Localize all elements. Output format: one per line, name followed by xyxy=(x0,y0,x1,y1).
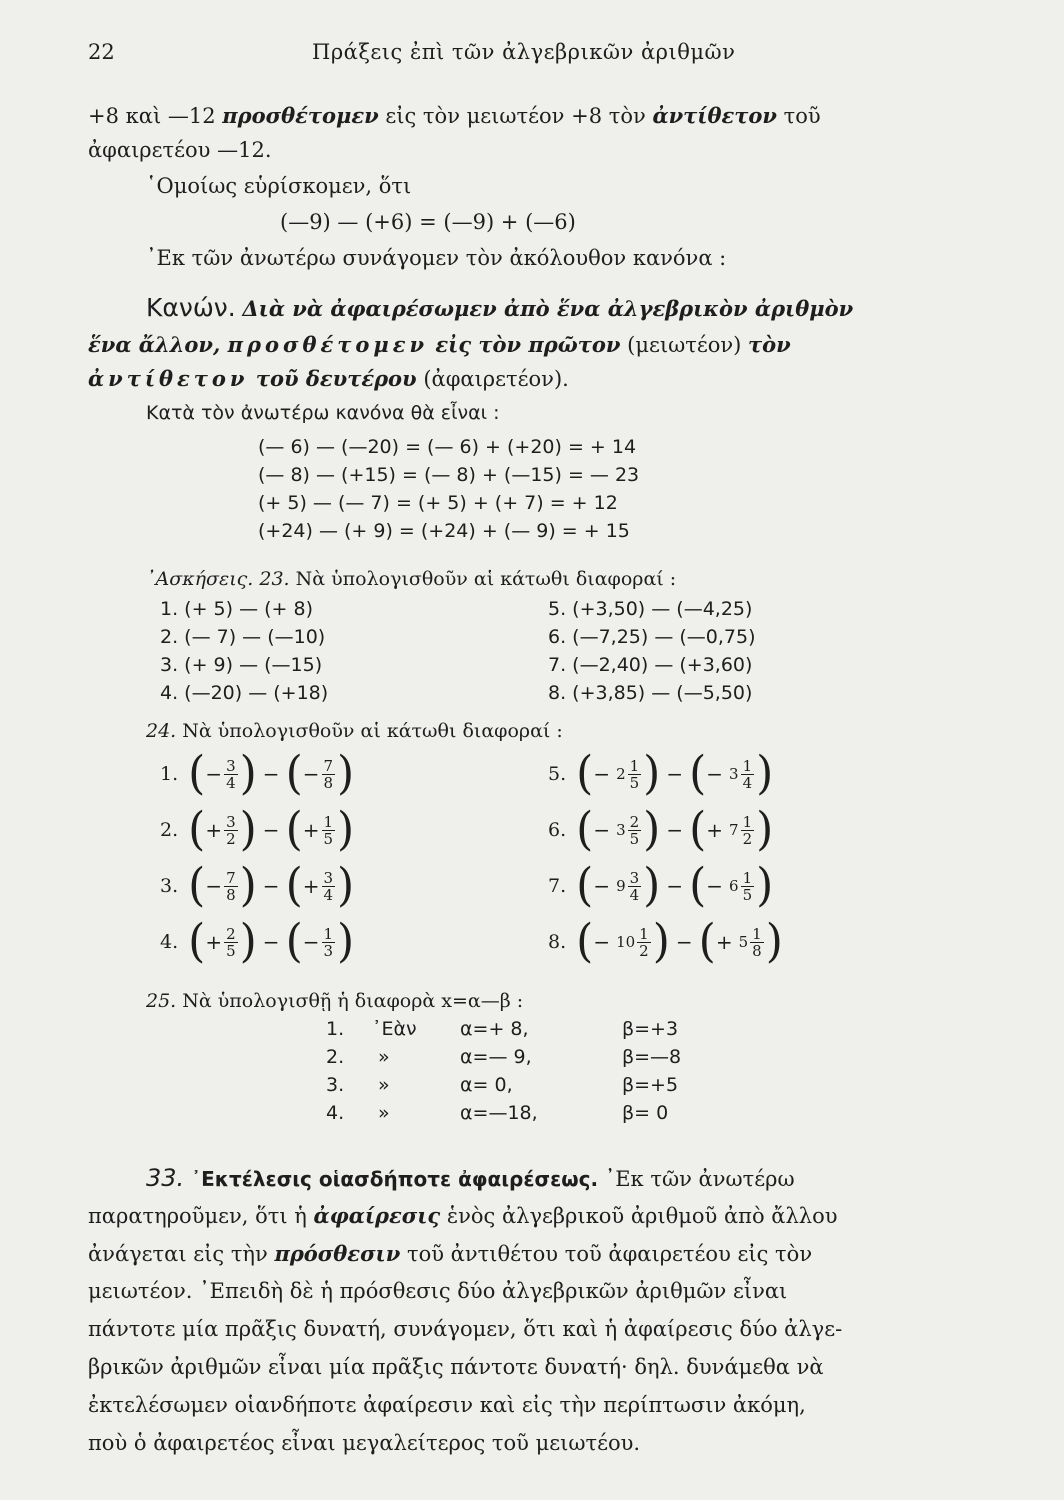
denominator: 3 xyxy=(323,941,334,960)
rule-text-spaced: προσθέτομεν xyxy=(227,332,429,357)
whole-part: 5 xyxy=(738,933,749,951)
denominator: 4 xyxy=(629,885,640,904)
paren: ( xyxy=(576,914,594,969)
exercise-label: ᾿Ασκήσεις. 23. xyxy=(146,568,290,590)
paren: ( xyxy=(188,858,206,913)
whole-part: 7 xyxy=(729,821,739,839)
item-number: 2. xyxy=(160,819,179,841)
fraction xyxy=(750,926,764,959)
paren: ) xyxy=(239,914,257,969)
fraction xyxy=(741,814,755,847)
text-span: (ἀφαιρετέον). xyxy=(416,367,569,391)
numerator: 1 xyxy=(323,924,334,943)
section-title: ᾿Εκτέλεσις οἱασδήποτε ἀφαιρέσεως. xyxy=(184,1167,599,1191)
exercise-23-item: 6. (—7,25) — (—0,75) xyxy=(548,626,756,648)
text-span: Νὰ ὑπολογισθοῦν αἱ κάτωθι διαφοραί : xyxy=(176,720,563,742)
sign: + xyxy=(205,818,223,842)
intro-line-5: ᾿Εκ τῶν ἀνωτέρω συνάγομεν τὸν ἀκόλουθον κανόνα : xyxy=(146,246,727,270)
paren: ) xyxy=(337,858,355,913)
rule-text: Διὰ νὰ ἀφαιρέσωμεν ἀπὸ ἕνα ἀλγεβρικὸν ἀριθμὸν xyxy=(242,296,854,321)
denominator: 5 xyxy=(323,829,334,848)
numerator: 1 xyxy=(742,756,753,775)
emphasis-text: προσθέτομεν xyxy=(222,103,379,128)
exercise-label: 24. xyxy=(146,720,177,742)
fraction-exercise xyxy=(548,802,774,857)
whole-part: 3 xyxy=(616,821,626,839)
fraction xyxy=(628,870,642,903)
text-span: +8 καὶ —12 xyxy=(88,104,223,128)
section-33-line-1 xyxy=(146,1164,795,1192)
text-span: ἀνάγεται εἰς τὴν xyxy=(88,1242,275,1266)
minus-operator: − xyxy=(262,874,280,898)
fraction xyxy=(637,926,651,959)
paren: ( xyxy=(576,802,594,857)
example-line-4: (+24) — (+ 9) = (+24) + (— 9) = + 15 xyxy=(258,520,630,542)
rule-line-3 xyxy=(88,366,569,391)
paren: ( xyxy=(285,746,303,801)
denominator: 5 xyxy=(742,885,753,904)
text-span: εἰς τὸν μειωτέον +8 τὸν xyxy=(378,104,653,128)
numerator: 1 xyxy=(639,924,649,943)
minus-operator: − xyxy=(666,818,684,842)
ex25-row-cond: » xyxy=(378,1074,390,1096)
ex25-row-b: β=—8 xyxy=(622,1046,682,1068)
section-33-line-4: μειωτέον. ᾿Επειδὴ δὲ ἡ πρόσθεσις δύο ἀλγεβρικῶν ἀριθμῶν εἶναι xyxy=(88,1279,788,1303)
paren: ) xyxy=(756,746,774,801)
example-line-1: (— 6) — (—20) = (— 6) + (+20) = + 14 xyxy=(258,436,637,458)
denominator: 5 xyxy=(226,941,236,960)
section-33-line-3 xyxy=(88,1241,812,1266)
paren: ) xyxy=(756,858,774,913)
whole-part: 9 xyxy=(616,877,626,895)
denominator: 4 xyxy=(742,773,753,792)
paren: ) xyxy=(652,914,670,969)
sign: − xyxy=(302,762,320,786)
item-number: 7. xyxy=(548,875,567,897)
numerator: 3 xyxy=(629,868,640,887)
fraction xyxy=(224,814,238,847)
fraction-exercise xyxy=(160,802,355,857)
intro-line-1 xyxy=(88,103,821,128)
sign: − xyxy=(593,762,611,786)
paren: ) xyxy=(337,914,355,969)
numerator: 1 xyxy=(742,812,753,831)
fraction-exercise xyxy=(160,914,355,969)
denominator: 2 xyxy=(742,829,753,848)
fraction-exercise xyxy=(548,858,774,913)
rule-text-spaced: ἀντίθετον xyxy=(88,366,249,391)
sign: − xyxy=(706,874,724,898)
exercise-23-item: 1. (+ 5) — (+ 8) xyxy=(160,598,313,620)
numerator: 1 xyxy=(742,868,753,887)
fraction xyxy=(322,870,336,903)
ex25-row-a: α=— 9, xyxy=(460,1046,532,1068)
paren: ( xyxy=(188,914,206,969)
denominator: 5 xyxy=(629,773,640,792)
fraction xyxy=(741,870,755,903)
section-33-line-7: ἐκτελέσωμεν οἱανδήποτε ἀφαίρεσιν καὶ εἰς τὴν περίπτωσιν ἀκόμη, xyxy=(88,1393,806,1417)
sign: − xyxy=(205,874,223,898)
example-line-2: (— 8) — (+15) = (— 8) + (—15) = — 23 xyxy=(258,464,640,486)
fraction xyxy=(628,814,642,847)
paren: ) xyxy=(239,858,257,913)
item-number: 8. xyxy=(548,931,567,953)
section-33-line-8: ποὺ ὁ ἀφαιρετέος εἶναι μεγαλείτερος τοῦ μειωτέου. xyxy=(88,1431,641,1455)
ex25-row-cond: » xyxy=(378,1102,390,1124)
numerator: 1 xyxy=(323,812,334,831)
rule-text: εἰς τὸν πρῶτον xyxy=(428,332,621,357)
paren: ) xyxy=(239,746,257,801)
minus-operator: − xyxy=(666,762,684,786)
ex25-row-a: α= 0, xyxy=(460,1074,513,1096)
ex25-row-b: β= 0 xyxy=(622,1102,669,1124)
minus-operator: − xyxy=(262,762,280,786)
denominator: 8 xyxy=(752,941,762,960)
whole-part: 10 xyxy=(616,933,636,951)
fraction xyxy=(322,926,336,959)
fraction xyxy=(322,758,336,791)
emphasis-text: ἀφαίρεσις xyxy=(313,1203,441,1228)
exercise-23-item: 5. (+3,50) — (—4,25) xyxy=(548,598,753,620)
paren: ) xyxy=(756,802,774,857)
section-33-line-2 xyxy=(88,1203,838,1228)
emphasis-text: πρόσθεσιν xyxy=(274,1241,401,1266)
numerator: 7 xyxy=(323,756,334,775)
example-line-3: (+ 5) — (— 7) = (+ 5) + (+ 7) = + 12 xyxy=(258,492,618,514)
paren: ( xyxy=(188,746,206,801)
exercise-23-item: 4. (—20) — (+18) xyxy=(160,682,329,704)
rule-line-1 xyxy=(146,293,853,322)
rule-label: Κανών. xyxy=(146,293,236,322)
paren: ( xyxy=(698,914,716,969)
section-33-line-5: πάντοτε μία πρᾶξις δυνατή, συνάγομεν, ὅτι καὶ ἡ ἀφαίρεσις δύο ἀλγε- xyxy=(88,1317,843,1341)
sign: − xyxy=(593,874,611,898)
paren: ( xyxy=(689,802,707,857)
paren: ) xyxy=(643,746,661,801)
denominator: 8 xyxy=(323,773,334,792)
fraction xyxy=(224,926,238,959)
denominator: 8 xyxy=(226,885,236,904)
page-number: 22 xyxy=(88,40,115,64)
exercise-label: 25. xyxy=(146,990,177,1012)
numerator: 1 xyxy=(629,756,640,775)
ex25-row-cond: ᾿Εὰν xyxy=(372,1018,417,1040)
sign: − xyxy=(205,762,223,786)
ex25-row-no: 1. xyxy=(326,1018,345,1040)
paren: ( xyxy=(285,914,303,969)
whole-part: 6 xyxy=(729,877,739,895)
numerator: 3 xyxy=(226,812,236,831)
numerator: 2 xyxy=(226,924,236,943)
paren: ( xyxy=(689,746,707,801)
sign: + xyxy=(302,818,320,842)
paren: ( xyxy=(285,858,303,913)
item-number: 5. xyxy=(548,763,567,785)
emphasis-text: ἀντίθετον xyxy=(652,103,777,128)
item-number: 6. xyxy=(548,819,567,841)
examples-intro: Κατὰ τὸν ἀνωτέρω κανόνα θὰ εἶναι : xyxy=(146,402,500,424)
text-span: παρατηροῦμεν, ὅτι ἡ xyxy=(88,1204,314,1228)
intro-equation: (—9) — (+6) = (—9) + (—6) xyxy=(280,210,576,234)
sign: + xyxy=(205,930,223,954)
paren: ) xyxy=(239,802,257,857)
sign: + xyxy=(715,930,733,954)
running-header: Πράξεις ἐπὶ τῶν ἀλγεβρικῶν ἀριθμῶν xyxy=(312,40,736,64)
exercise-25-heading xyxy=(146,990,523,1012)
paren: ( xyxy=(285,802,303,857)
numerator: 7 xyxy=(226,868,236,887)
denominator: 2 xyxy=(226,829,236,848)
exercise-23-item: 8. (+3,85) — (—5,50) xyxy=(548,682,753,704)
section-number: 33. xyxy=(146,1164,185,1192)
intro-line-2: ἀφαιρετέου —12. xyxy=(88,138,272,162)
denominator: 4 xyxy=(323,885,334,904)
fraction-exercise xyxy=(548,914,783,969)
denominator: 4 xyxy=(226,773,236,792)
item-number: 4. xyxy=(160,931,179,953)
fraction xyxy=(741,758,755,791)
sign: − xyxy=(706,762,724,786)
sign: − xyxy=(593,930,611,954)
section-33-line-6: βρικῶν ἀριθμῶν εἶναι μία πρᾶξις πάντοτε δυνατή· δηλ. δυνάμεθα νὰ xyxy=(88,1355,824,1379)
fraction xyxy=(322,814,336,847)
text-span: ᾿Εκ τῶν ἀνωτέρω xyxy=(598,1167,795,1191)
paren: ( xyxy=(576,746,594,801)
ex25-row-cond: » xyxy=(378,1046,390,1068)
text-span: Νὰ ὑπολογισθοῦν αἱ κάτωθι διαφοραί : xyxy=(289,568,677,590)
ex25-row-no: 3. xyxy=(326,1074,345,1096)
paren: ( xyxy=(689,858,707,913)
paren: ) xyxy=(337,802,355,857)
exercise-23-item: 7. (—2,40) — (+3,60) xyxy=(548,654,753,676)
exercise-23-heading xyxy=(146,568,676,590)
item-number: 1. xyxy=(160,763,179,785)
exercise-24-heading xyxy=(146,720,563,742)
fraction-exercise xyxy=(160,858,355,913)
text-span: ἑνὸς ἀλγεβρικοῦ ἀριθμοῦ ἀπὸ ἄλλου xyxy=(440,1204,838,1228)
text-span: τοῦ ἀντιθέτου τοῦ ἀφαιρετέου εἰς τὸν xyxy=(400,1242,813,1266)
paren: ) xyxy=(643,858,661,913)
rule-line-2 xyxy=(88,332,791,357)
fraction-exercise xyxy=(548,746,774,801)
sign: − xyxy=(593,818,611,842)
paren: ) xyxy=(765,914,783,969)
exercise-23-item: 2. (— 7) — (—10) xyxy=(160,626,326,648)
paren: ) xyxy=(643,802,661,857)
sign: + xyxy=(302,874,320,898)
exercise-23-item: 3. (+ 9) — (—15) xyxy=(160,654,323,676)
text-span: (μειωτέον) xyxy=(620,333,749,357)
fraction-exercise xyxy=(160,746,355,801)
sign: − xyxy=(302,930,320,954)
fraction xyxy=(628,758,642,791)
whole-part: 2 xyxy=(616,765,626,783)
minus-operator: − xyxy=(262,930,280,954)
whole-part: 3 xyxy=(729,765,739,783)
ex25-row-b: β=+5 xyxy=(622,1074,679,1096)
numerator: 1 xyxy=(752,924,762,943)
minus-operator: − xyxy=(666,874,684,898)
paren: ( xyxy=(188,802,206,857)
rule-text: τὸν xyxy=(748,332,791,357)
ex25-row-b: β=+3 xyxy=(622,1018,679,1040)
rule-text: ἕνα ἄλλον, xyxy=(88,332,228,357)
item-number: 3. xyxy=(160,875,179,897)
fraction xyxy=(224,758,238,791)
sign: + xyxy=(706,818,724,842)
paren: ) xyxy=(337,746,355,801)
numerator: 2 xyxy=(629,812,640,831)
ex25-row-a: α=—18, xyxy=(460,1102,538,1124)
intro-line-3: ῾Ομοίως εὑρίσκομεν, ὅτι xyxy=(146,174,412,198)
minus-operator: − xyxy=(675,930,693,954)
ex25-row-no: 4. xyxy=(326,1102,345,1124)
text-span: Νὰ ὑπολογισθῇ ἡ διαφορὰ x=α—β : xyxy=(176,990,524,1012)
denominator: 5 xyxy=(629,829,640,848)
numerator: 3 xyxy=(226,756,236,775)
minus-operator: − xyxy=(262,818,280,842)
paren: ( xyxy=(576,858,594,913)
rule-text: τοῦ δευτέρου xyxy=(248,366,417,391)
denominator: 2 xyxy=(639,941,649,960)
text-span: τοῦ xyxy=(776,104,821,128)
numerator: 3 xyxy=(323,868,334,887)
ex25-row-no: 2. xyxy=(326,1046,345,1068)
ex25-row-a: α=+ 8, xyxy=(460,1018,529,1040)
fraction xyxy=(224,870,238,903)
